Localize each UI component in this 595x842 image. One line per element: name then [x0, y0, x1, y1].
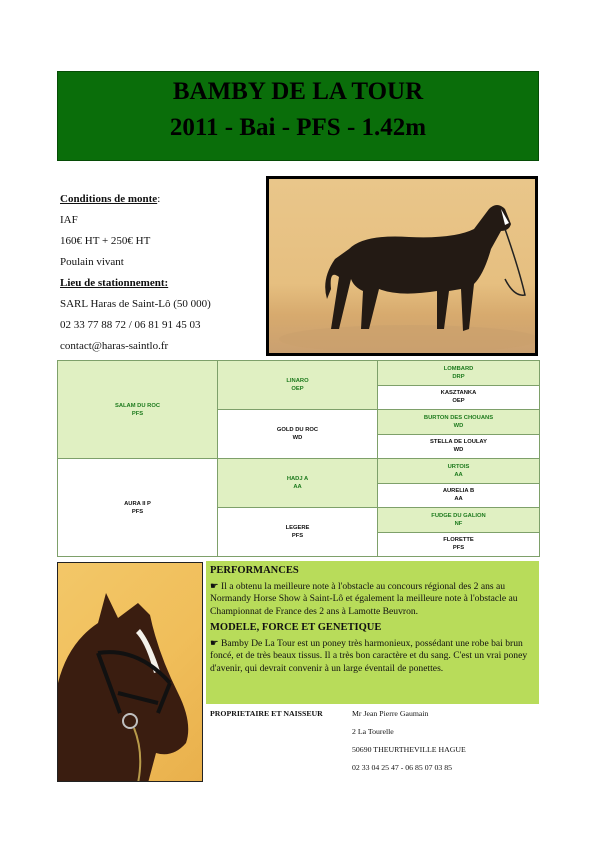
- ancestor-breed: OEP: [452, 398, 465, 405]
- sire-sire-name: LINARO: [286, 378, 309, 384]
- ancestor-name: FUDGE DU GALION: [431, 512, 486, 519]
- dam-sire-name: HADJ A: [286, 476, 309, 482]
- location-email: contact@haras-saintlo.fr: [60, 340, 169, 352]
- pedigree-gen3: [378, 385, 540, 410]
- ancestor-breed: WD: [453, 422, 464, 429]
- pedigree-sire: [58, 361, 218, 459]
- model-text: ☛ Bamby De La Tour est un poney très harmonieux, possédant une robe bai brun foncé, et de très beaux tissus. Il a très bon caractère et du sang. C'est un vrai poney d'avenir, qui devrait convenir à un large éventail de ponettes.: [210, 637, 528, 674]
- title-banner: [57, 71, 539, 161]
- performances-text: ☛ Il a obtenu la meilleure note à l'obstacle au concours régional des 2 ans au Normandy Horse Show à Saint-Lô et également la meilleure note à l'obstacle au Championnat de France des 2 ans à Lamotte Beuvron.: [210, 580, 518, 617]
- pedigree-gen3: [378, 459, 540, 484]
- pedigree-gen3: [378, 410, 540, 435]
- performances-heading: PERFORMANCES: [210, 565, 299, 576]
- performances-panel: [206, 561, 539, 704]
- ancestor-name: URTOIS: [447, 463, 470, 470]
- pedigree-dam: [58, 459, 218, 557]
- owner-city: 50690 THEURTHEVILLE HAGUE: [352, 745, 466, 754]
- ancestor-name: LOMBARD: [443, 365, 474, 372]
- model-heading: MODELE, FORCE ET GENETIQUE: [210, 622, 382, 633]
- location-phone: 02 33 77 88 72 / 06 81 91 45 03: [60, 319, 201, 331]
- dam-sire-breed: AA: [293, 484, 302, 490]
- ancestor-name: KASZTANKA: [440, 390, 477, 397]
- conditions-heading-colon: :: [157, 193, 161, 205]
- condition-item: 160€ HT + 250€ HT: [60, 235, 151, 247]
- ancestor-name: AURELIA B: [442, 488, 475, 495]
- owner-name: Mr Jean Pierre Gaumain: [352, 709, 429, 718]
- horse-full-body-photo: [266, 176, 538, 356]
- horse-silhouette-icon: [269, 179, 535, 353]
- dam-dam-breed: PFS: [291, 533, 304, 539]
- sire-dam-name: GOLD DU ROC: [276, 427, 319, 433]
- owner-label: PROPRIETAIRE ET NAISSEUR: [210, 709, 323, 718]
- pedigree-dam-dam: [218, 508, 378, 557]
- owner-street: 2 La Tourelle: [352, 727, 394, 736]
- location-heading: Lieu de stationnement:: [60, 277, 169, 289]
- pedigree-gen3: [378, 532, 540, 557]
- sire-breed: PFS: [131, 410, 144, 417]
- ancestor-name: BURTON DES CHOUANS: [423, 414, 494, 421]
- ancestor-breed: NF: [454, 520, 463, 527]
- ancestor-breed: DRP: [452, 373, 465, 380]
- pedigree-gen3: [378, 508, 540, 533]
- dam-breed: PFS: [131, 508, 144, 515]
- owner-phone: 02 33 04 25 47 - 06 85 07 03 85: [352, 763, 453, 772]
- owner-details: [352, 709, 466, 781]
- pedigree-gen3: [378, 361, 540, 386]
- horse-head-icon: [58, 563, 203, 782]
- ancestor-breed: WD: [453, 447, 464, 454]
- sire-name: SALAM DU ROC: [114, 402, 161, 409]
- pedigree-table: [57, 360, 540, 557]
- breeding-conditions: [60, 189, 260, 357]
- pedigree-dam-sire: [218, 459, 378, 508]
- horse-head-photo: [57, 562, 203, 782]
- condition-item: IAF: [60, 214, 78, 226]
- pedigree-gen3: [378, 434, 540, 459]
- sire-dam-breed: WD: [292, 435, 303, 441]
- horse-name: BAMBY DE LA TOUR: [172, 78, 424, 105]
- horse-details: 2011 - Bai - PFS - 1.42m: [169, 114, 427, 141]
- location-address: SARL Haras de Saint-Lô (50 000): [60, 298, 211, 310]
- pedigree-sire-sire: [218, 361, 378, 410]
- pedigree-gen3: [378, 483, 540, 508]
- conditions-heading: Conditions de monte: [60, 193, 158, 205]
- ancestor-name: FLORETTE: [443, 537, 474, 544]
- ancestor-name: STELLA DE LOULAY: [430, 439, 487, 446]
- ancestor-breed: AA: [454, 471, 463, 478]
- ancestor-breed: PFS: [452, 545, 465, 552]
- sire-sire-breed: OEP: [291, 386, 304, 392]
- ancestor-breed: AA: [454, 496, 463, 503]
- dam-dam-name: LEGERE: [285, 525, 310, 531]
- condition-item: Poulain vivant: [60, 256, 124, 268]
- pedigree-sire-dam: [218, 410, 378, 459]
- dam-name: AURA II P: [124, 500, 151, 507]
